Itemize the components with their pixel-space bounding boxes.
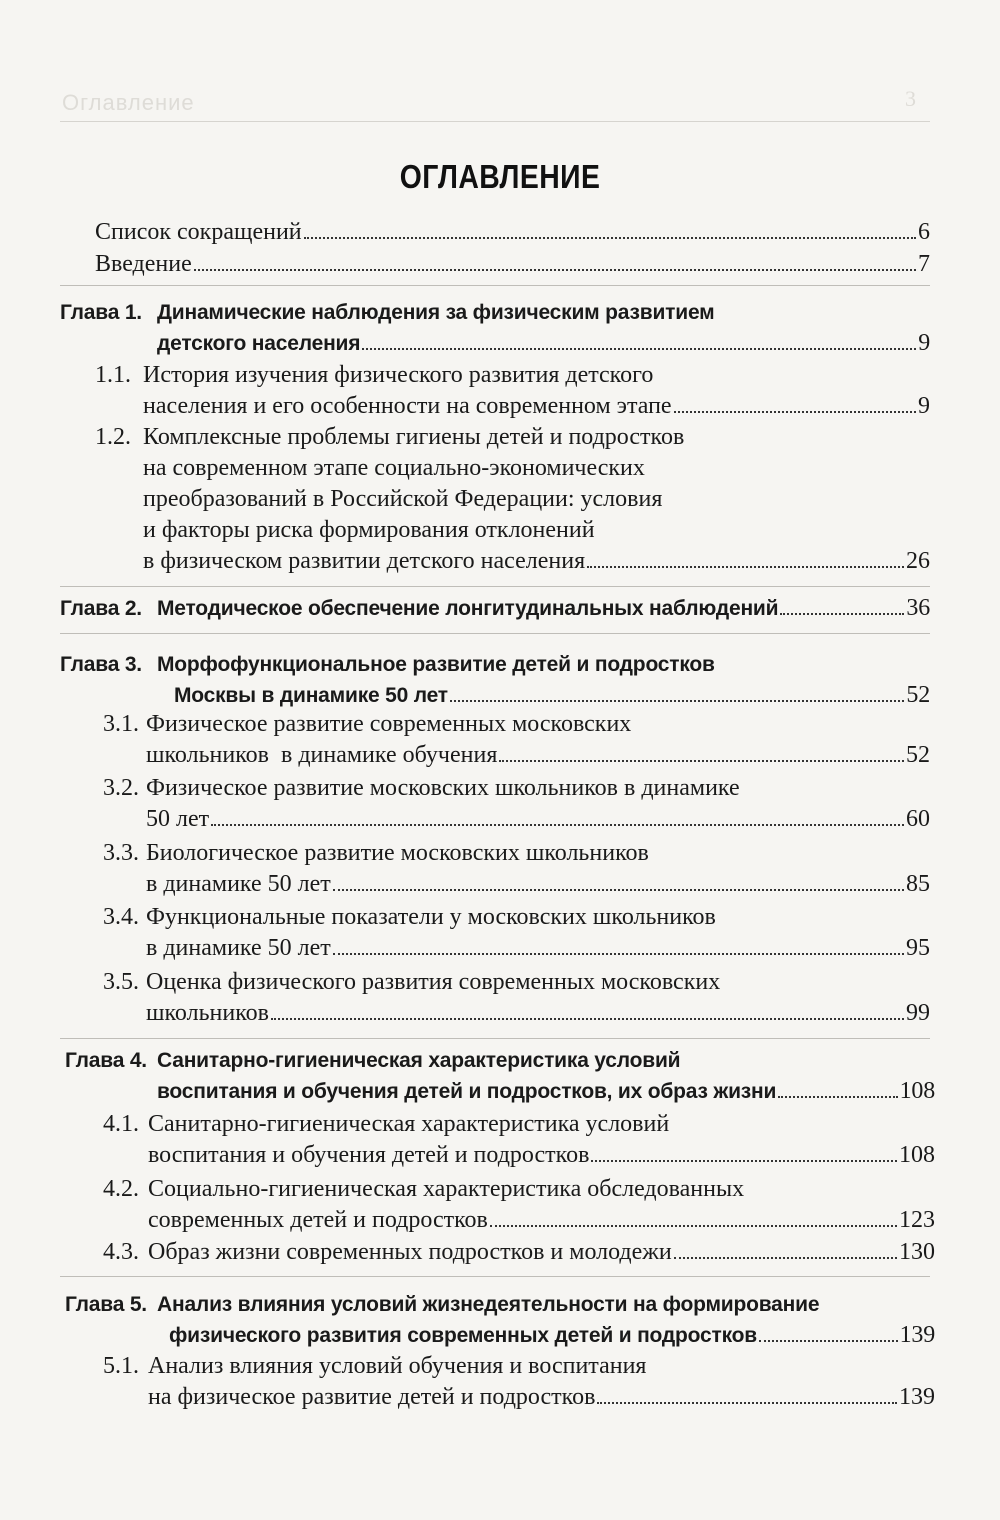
toc-section-4-3[interactable] [103,1237,935,1268]
toc-section-5-1[interactable] [103,1351,935,1413]
toc-chapter-4[interactable] [65,1045,935,1107]
section-number: 4.3. [103,1239,139,1265]
leader-dots [271,1018,904,1020]
toc-page-number: 52 [906,742,930,768]
section-divider [60,1038,930,1039]
chapter-label: Глава 1. [60,301,142,324]
section-number: 4.2. [103,1176,139,1202]
toc-section-3-2[interactable] [103,773,930,835]
section-number: 3.4. [103,904,139,930]
section-title-line: Санитарно-гигиеническая характеристика условий [148,1111,670,1137]
toc-chapter-5[interactable] [65,1289,935,1351]
toc-page-number: 130 [899,1239,935,1265]
section-title-line: Физическое развитие московских школьников в динамике [146,775,740,801]
toc-entry-text: Введение [95,251,192,277]
leader-dots [759,1340,898,1342]
toc-page-number: 60 [906,806,930,832]
toc-section-3-5[interactable] [103,967,930,1029]
section-title-line: Социально-гигиеническая характеристика обследованных [148,1176,745,1202]
chapter-title-line: Методическое обеспечение лонгитудинальных наблюдений [157,597,779,620]
section-number: 3.3. [103,840,139,866]
toc-title: ОГЛАВЛЕНИЕ [399,158,601,195]
leader-dots [333,889,904,891]
section-title-line: Оценка физического развития современных московских [146,969,721,995]
toc-page-number: 139 [899,1384,935,1410]
leader-dots [194,269,916,271]
section-number: 3.1. [103,711,139,737]
section-title-line: населения и его особенности на современном этапе [143,393,672,419]
leader-dots [362,348,916,350]
header-rule [60,121,930,122]
leader-dots [674,411,916,413]
section-title-line: преобразований в Российской Федерации: условия [143,486,663,512]
toc-page-number: 108 [899,1078,935,1104]
section-title-line: на физическое развитие детей и подростков [148,1384,596,1410]
section-title-line: в динамике 50 лет [146,935,331,961]
toc-page-number: 52 [906,682,930,708]
section-title-line: Образ жизни современных подростков и молодежи [148,1239,672,1265]
leader-dots [778,1096,897,1098]
section-title-line: Биологическое развитие московских школьников [146,840,649,866]
section-number: 5.1. [103,1353,139,1379]
toc-chapter-1[interactable] [60,297,930,359]
running-header-ghost: Оглавление [62,90,195,115]
toc-page-number: 26 [906,548,930,574]
section-divider [60,1276,930,1277]
toc-section-3-1[interactable] [103,709,930,771]
toc-page-number: 85 [906,871,930,897]
toc-section-1-1[interactable] [95,360,930,422]
toc-section-4-1[interactable] [103,1109,935,1171]
section-title-line: Анализ влияния условий обучения и воспитания [148,1353,647,1379]
leader-dots [587,566,904,568]
chapter-title-line: Анализ влияния условий жизнедеятельности на формирование [157,1293,820,1316]
toc-page-number: 108 [899,1142,935,1168]
chapter-title-line: физического развития современных детей и подростков [169,1324,757,1347]
chapter-label: Глава 2. [60,597,142,620]
section-number: 1.2. [95,424,131,450]
section-number: 3.5. [103,969,139,995]
section-number: 4.1. [103,1111,139,1137]
leader-dots [450,700,905,702]
chapter-title-line: Морфофункциональное развитие детей и подростков [157,653,715,676]
section-title-line: школьников [146,1000,269,1026]
toc-chapter-3[interactable] [60,649,930,711]
leader-dots [304,237,916,239]
section-title-line: в динамике 50 лет [146,871,331,897]
running-page-number-ghost: 3 [905,86,916,111]
toc-page-number: 36 [906,595,930,621]
section-title-line: на современном этапе социально-экономических [143,455,645,481]
leader-dots [780,613,904,615]
chapter-label: Глава 4. [65,1049,147,1072]
section-title-line: Физическое развитие современных московских [146,711,632,737]
leader-dots [674,1257,897,1259]
toc-page-number: 9 [918,330,930,356]
section-divider [60,633,930,634]
chapter-title-line: воспитания и обучения детей и подростков, их образ жизни [157,1080,777,1103]
toc-entry-introduction[interactable] [95,249,930,280]
leader-dots [490,1225,897,1227]
leader-dots [591,1160,897,1162]
chapter-title-line: Санитарно-гигиеническая характеристика условий [157,1049,681,1072]
leader-dots [499,760,904,762]
section-title-line: 50 лет [146,806,210,832]
toc-page-number: 99 [906,1000,930,1026]
toc-section-3-4[interactable] [103,902,930,964]
chapter-label: Глава 3. [60,653,142,676]
toc-page-number: 9 [918,393,930,419]
leader-dots [333,953,904,955]
toc-entry-text: Список сокращений [95,219,302,245]
toc-section-4-2[interactable] [103,1174,935,1236]
section-title-line: История изучения физического развития детского [143,362,654,388]
section-title-line: в физическом развитии детского населения [143,548,586,574]
toc-section-3-3[interactable] [103,838,930,900]
toc-section-1-2[interactable] [95,422,930,577]
toc-page-number: 123 [899,1207,935,1233]
toc-page-number: 95 [906,935,930,961]
leader-dots [211,824,904,826]
toc-page-number: 139 [899,1322,935,1348]
chapter-title-line: детского населения [157,332,361,355]
toc-page-number: 6 [918,219,930,245]
toc-chapter-2[interactable] [60,593,930,624]
toc-page-number: 7 [918,251,930,277]
section-title-line: и факторы риска формирования отклонений [143,517,595,543]
section-divider [60,586,930,587]
section-number: 1.1. [95,362,131,388]
leader-dots [597,1402,897,1404]
section-number: 3.2. [103,775,139,801]
chapter-title-line: Динамические наблюдения за физическим развитием [157,301,715,324]
section-title-line: школьников в динамике обучения [146,742,498,768]
section-title-line: Функциональные показатели у московских школьников [146,904,716,930]
toc-entry-abbreviations[interactable] [95,217,930,248]
section-title-line: воспитания и обучения детей и подростков [148,1142,590,1168]
section-title-line: современных детей и подростков [148,1207,488,1233]
chapter-title-line: Москвы в динамике 50 лет [174,684,448,707]
chapter-label: Глава 5. [65,1293,147,1316]
section-divider [60,285,930,286]
section-title-line: Комплексные проблемы гигиены детей и подростков [143,424,685,450]
